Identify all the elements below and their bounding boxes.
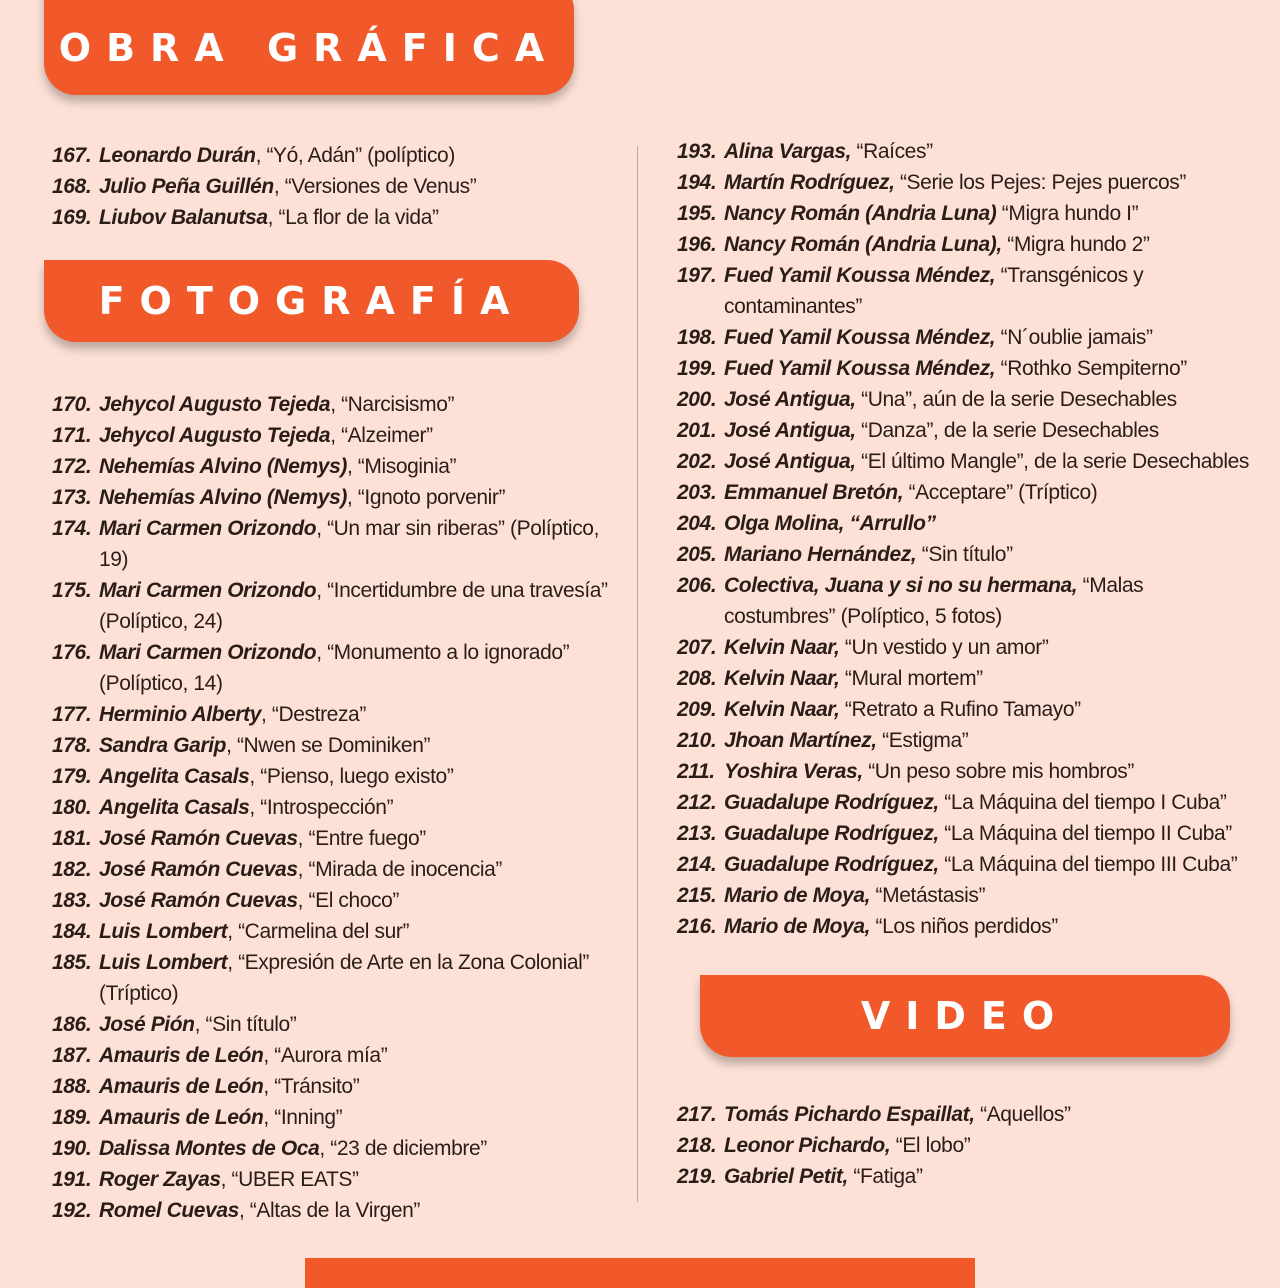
- entry-number: 173.: [52, 486, 92, 509]
- list-item: [52, 575, 632, 637]
- entry-number: 178.: [52, 734, 92, 757]
- entry-number: 180.: [52, 796, 92, 819]
- entry-number: 210.: [677, 729, 717, 752]
- artist-name: Luis Lombert: [99, 920, 228, 943]
- work-title: “Estigma”: [876, 729, 969, 752]
- video-list: [677, 1099, 1257, 1192]
- work-title: “Danza”, de la serie Desechables: [855, 419, 1159, 442]
- entry-number: 217.: [677, 1103, 717, 1126]
- artist-name: Nancy Román (Andria Luna): [724, 202, 997, 225]
- work-title: , “Tránsito”: [263, 1075, 360, 1098]
- entry-number: 204.: [677, 512, 717, 535]
- artist-name: Guadalupe Rodríguez,: [724, 853, 939, 876]
- entry-number: 186.: [52, 1013, 92, 1036]
- entry-number: 206.: [677, 574, 717, 597]
- entry-number: 170.: [52, 393, 92, 416]
- work-title: “Mural mortem”: [839, 667, 983, 690]
- list-item: [677, 167, 1257, 198]
- work-title: , “Misoginia”: [346, 455, 457, 478]
- list-item: [52, 761, 632, 792]
- list-item: [52, 1164, 632, 1195]
- list-item: [677, 198, 1257, 229]
- entry-number: 192.: [52, 1199, 92, 1222]
- artist-name: Angelita Casals: [99, 765, 250, 788]
- artist-name: Mari Carmen Orizondo: [99, 579, 317, 602]
- artist-name: Herminio Alberty: [99, 703, 262, 726]
- work-title: , “El choco”: [297, 889, 400, 912]
- entry-number: 181.: [52, 827, 92, 850]
- work-title: , “Sin título”: [194, 1013, 297, 1036]
- entry-number: 191.: [52, 1168, 92, 1191]
- artist-name: Sandra Garip: [99, 734, 227, 757]
- list-item: [677, 911, 1257, 942]
- entry-number: 193.: [677, 140, 717, 163]
- entry-number: 215.: [677, 884, 717, 907]
- work-title: “La Máquina del tiempo III Cuba”: [938, 853, 1238, 876]
- list-item: [677, 663, 1257, 694]
- artist-name: Gabriel Petit,: [724, 1165, 848, 1188]
- artist-name: Fued Yamil Koussa Méndez,: [724, 357, 996, 380]
- work-title: “Un vestido y un amor”: [839, 636, 1049, 659]
- section-title-video: VIDEO: [860, 994, 1070, 1038]
- work-title: , “Destreza”: [261, 703, 366, 726]
- artist-name: Jehycol Augusto Tejeda: [99, 393, 331, 416]
- list-item: [677, 415, 1257, 446]
- artist-name: José Ramón Cuevas: [99, 827, 298, 850]
- list-item: [677, 446, 1257, 477]
- work-title: “El último Mangle”, de la serie Desechables: [855, 450, 1249, 473]
- work-title: , “Mirada de inocencia”: [297, 858, 503, 881]
- list-item: [677, 756, 1257, 787]
- artist-name: Fued Yamil Koussa Méndez,: [724, 326, 996, 349]
- entry-number: 179.: [52, 765, 92, 788]
- artist-name: Jhoan Martínez,: [724, 729, 877, 752]
- artist-name: José Antigua,: [724, 419, 856, 442]
- entry-number: 208.: [677, 667, 717, 690]
- work-title: , “Pienso, luego existo”: [249, 765, 454, 788]
- entry-number: 183.: [52, 889, 92, 912]
- list-item: [52, 1009, 632, 1040]
- work-title: , “La flor de la vida”: [267, 206, 439, 229]
- artist-name: Kelvin Naar,: [724, 636, 840, 659]
- artist-name: Nehemías Alvino (Nemys): [99, 486, 347, 509]
- work-title: , “Altas de la Virgen”: [238, 1199, 421, 1222]
- list-item: [677, 570, 1257, 632]
- artist-name: Kelvin Naar,: [724, 698, 840, 721]
- list-item: [52, 1040, 632, 1071]
- list-item: [677, 477, 1257, 508]
- list-item: [677, 353, 1257, 384]
- entry-number: 169.: [52, 206, 92, 229]
- work-title: “Serie los Pejes: Pejes puercos”: [894, 171, 1186, 194]
- work-title: “La Máquina del tiempo I Cuba”: [938, 791, 1227, 814]
- artist-name: Mari Carmen Orizondo: [99, 517, 317, 540]
- entry-number: 185.: [52, 951, 92, 974]
- list-item: [677, 880, 1257, 911]
- entry-number: 198.: [677, 326, 717, 349]
- entry-number: 200.: [677, 388, 717, 411]
- entry-number: 199.: [677, 357, 717, 380]
- work-title: , “Narcisismo”: [330, 393, 455, 416]
- work-title: , “Alzeimer”: [330, 424, 433, 447]
- work-title: , “Nwen se Dominiken”: [226, 734, 431, 757]
- artist-name: José Pión: [99, 1013, 195, 1036]
- section-banner-obra-grafica: [44, 0, 574, 95]
- entry-number: 203.: [677, 481, 717, 504]
- entry-number: 177.: [52, 703, 92, 726]
- section-title-obra-grafica: OBRA GRÁFICA: [58, 25, 560, 70]
- entry-number: 197.: [677, 264, 717, 287]
- work-title: , “Introspección”: [249, 796, 394, 819]
- work-title: “Acceptare” (Tríptico): [903, 481, 1098, 504]
- artist-name: Tomás Pichardo Espaillat,: [724, 1103, 975, 1126]
- entry-number: 209.: [677, 698, 717, 721]
- work-title: , “Entre fuego”: [297, 827, 426, 850]
- list-item: [52, 730, 632, 761]
- artist-name: Angelita Casals: [99, 796, 250, 819]
- work-title: “Raíces”: [851, 140, 933, 163]
- entry-number: 176.: [52, 641, 92, 664]
- entry-number: 202.: [677, 450, 717, 473]
- list-item: [52, 171, 632, 202]
- entry-number: 190.: [52, 1137, 92, 1160]
- entry-number: 188.: [52, 1075, 92, 1098]
- artist-name: Nancy Román (Andria Luna),: [724, 233, 1002, 256]
- work-title: “Rothko Sempiterno”: [995, 357, 1187, 380]
- work-title: “Metástasis”: [870, 884, 986, 907]
- entry-number: 187.: [52, 1044, 92, 1067]
- list-item: [52, 389, 632, 420]
- work-title: “El lobo”: [890, 1134, 971, 1157]
- work-title: , “Expresión de Arte en la Zona Colonial” (Tríptico): [99, 951, 590, 1005]
- artist-name: Yoshira Veras,: [724, 760, 863, 783]
- list-item: [52, 420, 632, 451]
- work-title: , “UBER EATS”: [220, 1168, 359, 1191]
- work-title: , “Inning”: [263, 1106, 343, 1129]
- artist-name: Colectiva, Juana y si no su hermana,: [724, 574, 1078, 597]
- work-title: “Malas costumbres” (Políptico, 5 fotos): [724, 574, 1144, 628]
- work-title: , “Monumento a lo ignorado” (Políptico, 14): [99, 641, 570, 695]
- work-title: , “Ignoto porvenir”: [346, 486, 506, 509]
- work-title: “Aquellos”: [974, 1103, 1071, 1126]
- artist-name: Alina Vargas,: [724, 140, 852, 163]
- artist-name: Roger Zayas: [99, 1168, 221, 1191]
- list-item: [52, 916, 632, 947]
- entry-number: 172.: [52, 455, 92, 478]
- entry-number: 212.: [677, 791, 717, 814]
- artist-name: Kelvin Naar,: [724, 667, 840, 690]
- entry-number: 195.: [677, 202, 717, 225]
- work-title: , “Incertidumbre de una travesía” (Políptico, 24): [99, 579, 608, 633]
- work-title: “Sin título”: [916, 543, 1013, 566]
- list-item: [677, 1161, 1257, 1192]
- list-item: [52, 451, 632, 482]
- bottom-banner: [305, 1258, 975, 1288]
- list-item: [677, 136, 1257, 167]
- entry-number: 211.: [677, 760, 715, 783]
- fotografia-list: [52, 389, 632, 1226]
- list-item: [677, 694, 1257, 725]
- artist-name: Mario de Moya,: [724, 884, 871, 907]
- artist-name: Nehemías Alvino (Nemys): [99, 455, 347, 478]
- list-item: [52, 823, 632, 854]
- entry-number: 171.: [52, 424, 92, 447]
- work-title: “Una”, aún de la serie Desechables: [855, 388, 1177, 411]
- artist-name: Guadalupe Rodríguez,: [724, 822, 939, 845]
- list-item: [52, 202, 632, 233]
- list-item: [677, 384, 1257, 415]
- artist-name: Leonor Pichardo,: [724, 1134, 891, 1157]
- work-title: “Migra hundo 2”: [1001, 233, 1150, 256]
- artist-name: Romel Cuevas: [99, 1199, 239, 1222]
- list-item: [52, 947, 632, 1009]
- artist-name: José Ramón Cuevas: [99, 889, 298, 912]
- artist-name: Mario de Moya,: [724, 915, 871, 938]
- list-item: [677, 1099, 1257, 1130]
- entry-number: 201.: [677, 419, 717, 442]
- list-item: [677, 229, 1257, 260]
- artist-name: Amauris de León: [99, 1075, 264, 1098]
- artist-name: José Antigua,: [724, 388, 856, 411]
- column-divider: [637, 146, 638, 1202]
- artist-name: Dalissa Montes de Oca: [99, 1137, 320, 1160]
- artist-name: Luis Lombert: [99, 951, 228, 974]
- list-item: [52, 1071, 632, 1102]
- list-item: [52, 637, 632, 699]
- list-item: [677, 260, 1257, 322]
- list-item: [52, 482, 632, 513]
- work-title: “N´oublie jamais”: [995, 326, 1153, 349]
- work-title: “Fatiga”: [847, 1165, 923, 1188]
- work-title: , “23 de diciembre”: [319, 1137, 487, 1160]
- artist-name: José Ramón Cuevas: [99, 858, 298, 881]
- work-title: , “Carmelina del sur”: [227, 920, 410, 943]
- artist-name: Fued Yamil Koussa Méndez,: [724, 264, 996, 287]
- section-title-fotografia: FOTOGRAFÍA: [98, 279, 525, 323]
- list-item: [677, 1130, 1257, 1161]
- list-item: [677, 632, 1257, 663]
- entry-number: 207.: [677, 636, 717, 659]
- work-title: , “Un mar sin riberas” (Políptico, 19): [99, 517, 600, 571]
- artist-name: Mari Carmen Orizondo: [99, 641, 317, 664]
- fotografia-list-continued: [677, 136, 1257, 942]
- artist-name: Liubov Balanutsa: [99, 206, 268, 229]
- list-item: [677, 849, 1257, 880]
- entry-number: 189.: [52, 1106, 92, 1129]
- entry-number: 218.: [677, 1134, 717, 1157]
- entry-number: 214.: [677, 853, 717, 876]
- list-item: [52, 699, 632, 730]
- artist-name: Amauris de León: [99, 1106, 264, 1129]
- entry-number: 196.: [677, 233, 717, 256]
- entry-number: 184.: [52, 920, 92, 943]
- section-banner-fotografia: [44, 260, 579, 342]
- artist-name: José Antigua,: [724, 450, 856, 473]
- work-title: “Los niños perdidos”: [870, 915, 1058, 938]
- list-item: [677, 322, 1257, 353]
- work-title: “La Máquina del tiempo II Cuba”: [938, 822, 1232, 845]
- list-item: [52, 140, 632, 171]
- list-item: [677, 539, 1257, 570]
- artist-name: Julio Peña Guillén: [99, 175, 274, 198]
- work-title: , “Yó, Adán” (políptico): [255, 144, 455, 167]
- work-title: “Retrato a Rufino Tamayo”: [839, 698, 1081, 721]
- work-title: “Un peso sobre mis hombros”: [862, 760, 1134, 783]
- list-item: [52, 854, 632, 885]
- entry-number: 205.: [677, 543, 717, 566]
- list-item: [677, 818, 1257, 849]
- entry-number: 174.: [52, 517, 92, 540]
- list-item: [52, 1195, 632, 1226]
- entry-number: 175.: [52, 579, 92, 602]
- list-item: [677, 787, 1257, 818]
- artist-name: Mariano Hernández,: [724, 543, 917, 566]
- list-item: [52, 792, 632, 823]
- entry-number: 219.: [677, 1165, 717, 1188]
- entry-number: 216.: [677, 915, 717, 938]
- entry-number: 182.: [52, 858, 92, 881]
- list-item: [677, 725, 1257, 756]
- artist-name: Martín Rodríguez,: [724, 171, 895, 194]
- list-item: [52, 1133, 632, 1164]
- entry-number: 167.: [52, 144, 92, 167]
- list-item: [677, 508, 1257, 539]
- entry-number: 213.: [677, 822, 717, 845]
- artist-name: Olga Molina, “Arrullo”: [724, 512, 936, 535]
- list-item: [52, 885, 632, 916]
- obra-grafica-list: [52, 140, 632, 233]
- artist-name: Emmanuel Bretón,: [724, 481, 904, 504]
- work-title: , “Aurora mía”: [263, 1044, 388, 1067]
- entry-number: 168.: [52, 175, 92, 198]
- entry-number: 194.: [677, 171, 717, 194]
- section-banner-video: [700, 975, 1230, 1057]
- list-item: [52, 1102, 632, 1133]
- work-title: “Transgénicos y contaminantes”: [724, 264, 1144, 318]
- work-title: , “Versiones de Venus”: [273, 175, 477, 198]
- artist-name: Jehycol Augusto Tejeda: [99, 424, 331, 447]
- list-item: [52, 513, 632, 575]
- artist-name: Leonardo Durán: [99, 144, 256, 167]
- work-title: “Migra hundo I”: [996, 202, 1139, 225]
- artist-name: Guadalupe Rodríguez,: [724, 791, 939, 814]
- artist-name: Amauris de León: [99, 1044, 264, 1067]
